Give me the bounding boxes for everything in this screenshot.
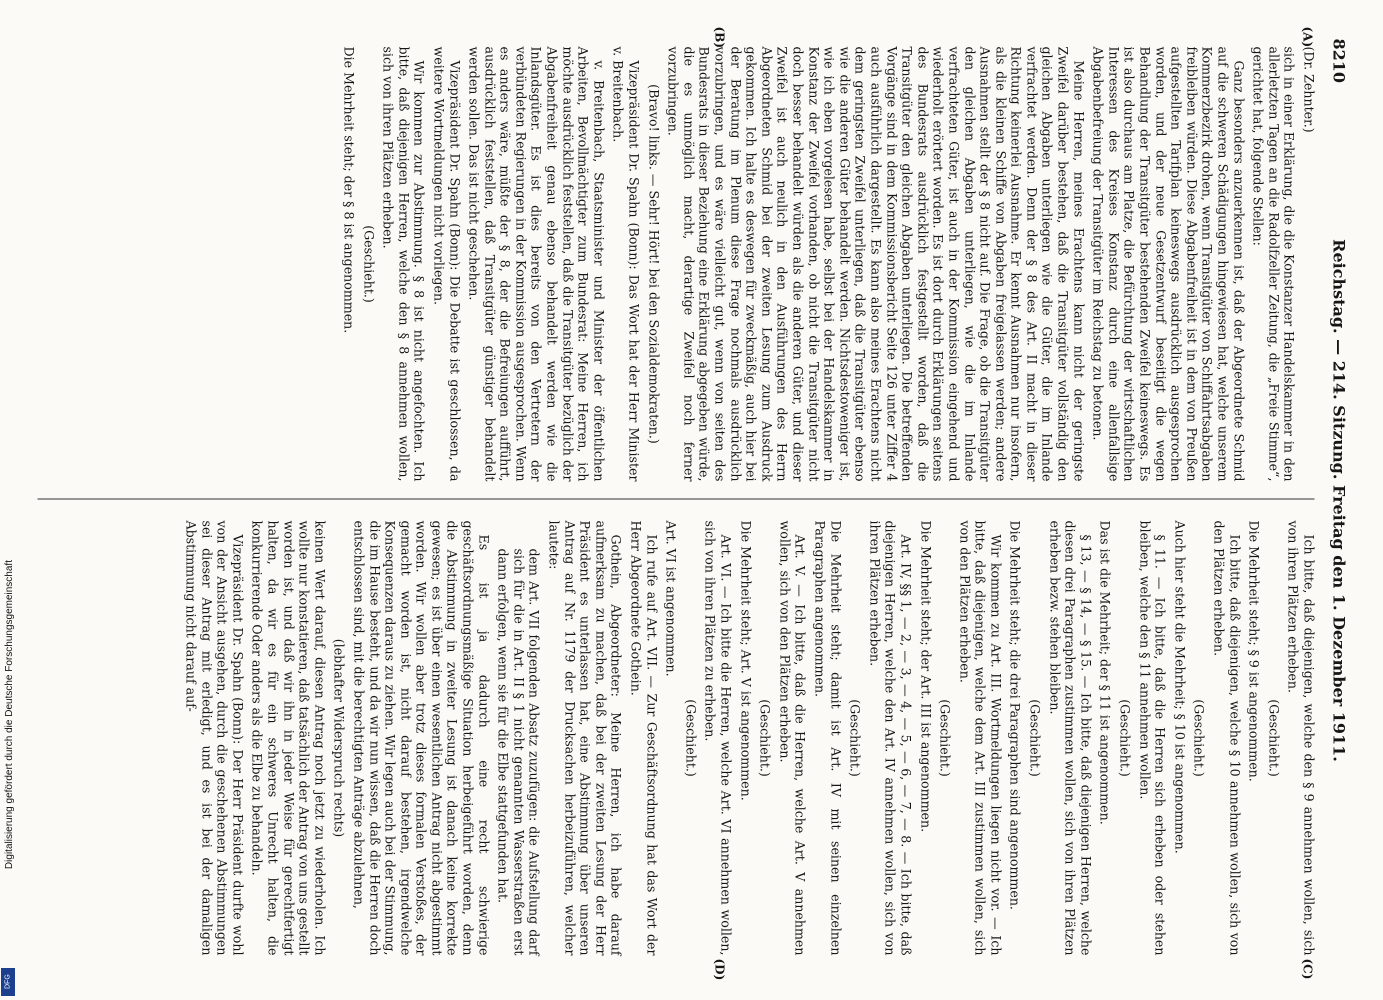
paragraph: (Geschieht.) (757, 699, 773, 777)
paragraph: keinen Wert darauf, diesen Antrag noch jetzt zu wiederholen. Ich wollte nur konstatieren, daß tatsächlich der Antrag von uns gestellt worden ist, und daß wir ihn in jeder Weise für gerechtfertigt halten, da wir es für ein schweres Unrecht halten, die konkurrierende Oder anders als die Elbe zu behandeln. (249, 520, 327, 956)
paragraph: (Geschieht.) (847, 699, 863, 777)
dfg-logo: DFG (1, 968, 15, 996)
paragraph: Ich rufe auf Art. VII. — Zur Geschäftsordnung hat das Wort der Herr Abgeordnete Gothein. (628, 520, 659, 956)
paragraph: § 13, — § 14, — § 15. — Ich bitte, daß diejenigen Herren, welche diesen drei Paragraphen zustimmen wollen, sich von ihren Plätzen erheben bezw. stehen bleiben. (1046, 520, 1093, 956)
paragraph: v. Breitenbach, Staatsminister und Minister der öffentlichen Arbeiten, Bevollmächtigter zum Bundesrat: Meine Herren, ich möchte ausdrücklich feststellen, daß die Transitgüter bezüglich der Abgabenfreiheit genau ebenso behandelt werden wie die Inlandsgüter. Es ist dies bereits von den Vertretern der verbündeten Regierungen in der Kommission ausgesprochen. Wenn es anders wäre, müßte der § 8, der die Befreiungen aufführt, ausdrücklich feststellen, daß Transitgüter günstiger behandelt werden sollen. Das ist nicht geschehen. (466, 46, 606, 482)
paragraph: Art. VI. — Ich bitte die Herren, welche Art. VI annehmen wollen, sich von ihren Plätzen zu erheben. (702, 520, 733, 956)
paragraph: § 11. — Ich bitte, daß die Herren sich erheben oder stehen bleiben, welche den § 11 annehmen wollen. (1136, 520, 1168, 956)
column-divider (37, 499, 1314, 500)
funding-note: Digitalisierung gefördert durch die Deutsche Forschungsgemeinschaft (4, 560, 15, 870)
paragraph: (Geschieht.) (1191, 699, 1207, 777)
right-column (178, 521, 1316, 956)
page-number: 8210 (1329, 38, 1348, 84)
paragraph: Die Mehrheit steht; damit ist Art. IV mit seinen einzelnen Paragraphen angenommen. (811, 520, 843, 956)
paragraph: Art. VI ist angenommen. (663, 520, 679, 677)
paragraph: Die Mehrheit steht; die drei Paragraphen sind angenommen. (1007, 520, 1023, 910)
margin-mark-b: (B) (712, 26, 726, 48)
rotated-document-page (29, 21, 1354, 981)
paragraph: (lebhafter Widerspruch rechts) (331, 638, 347, 838)
paragraph: Art. IV, §§ 1, — 2, — 3, — 4, — 5, — 6, — 7, — 8. — Ich bitte, daß diejenigen Herren, welche den Art. IV annehmen wollen, sich von ihren Plätzen erheben. (866, 520, 913, 956)
paragraph: (Bravo! links. — Sehr! Hört! bei den Sozialdemokraten.) (645, 84, 661, 444)
paragraph: sich in einer Erklärung, die die Konstanzer Handelskammer in den allerletzten Tagen an die Radolfzeller Zeitung, die „Freie Stimme“, gerichtet hat, folgende Stellen: (1250, 46, 1297, 482)
paragraph: Die Mehrheit steht; der § 8 ist angenommen. (340, 46, 356, 334)
paragraph: Die Mehrheit steht; § 9 ist angenommen. (1246, 520, 1262, 782)
paragraph: Ich bitte, daß diejenigen, welche § 10 annehmen wollen, sich von den Plätzen erheben. (1211, 520, 1242, 956)
paragraph: (Geschieht.) (1265, 699, 1281, 777)
paragraph: (Geschieht.) (360, 225, 376, 303)
margin-mark-a: (A) (1300, 26, 1314, 48)
paragraph: Ich bitte, daß diejenigen, welche den § 9 annehmen wollen, sich von ihren Plätzen erheben. (1285, 520, 1316, 956)
paragraph: Wir kommen zur Abstimmung. § 8 ist nicht angefochten. Ich bitte, daß diejenigen Herren, welche den § 8 annehmen wollen, sich von ihren Plätzen erheben. (380, 46, 427, 482)
paragraph: Die Mehrheit steht; der Art. III ist angenommen. (917, 520, 933, 833)
paragraph: Ganz besonders anzuerkennen ist, daß der Abgeordnete Schmid auf die schweren Schädigungen hingewiesen hat, welche unserem Kommerzbezirk drohen, wenn Transitgüter von Schiffahrtsabgaben freibleiben würden. Diese Abgabenfreiheit ist in dem von Preußen aufgestellten Tarifplan keineswegs ausdrücklich ausgesprochen worden, und der neue Gesetzentwurf beseitigt die wegen Behandlung der Transitgüter bestehenden Zweifel keineswegs. Es ist also durchaus am Platze, die Befürchtung der wirtschaftlichen Interessen des Kreises Konstanz durch eine allenfallsige Abgabenbefreiung der Transitgüter im Reichstag zu betonen. (1090, 46, 1246, 482)
paragraph: Die Mehrheit steht; Art. V ist angenommen. (737, 520, 753, 801)
paragraph: (Dr. Zehnter.) (1301, 46, 1316, 133)
paragraph: Vizepräsident Dr. Spahn (Bonn): Die Debatte ist geschlossen, da weitere Wortmeldungen nicht vorliegen. (430, 46, 462, 482)
margin-mark-d: (D) (712, 958, 726, 981)
paragraph: (Geschieht.) (1117, 699, 1133, 777)
paragraph: Wir kommen zu Art. III. Wortmeldungen liegen nicht vor. — Ich bitte, daß diejenigen, welche dem Art. III zustimmen wollen, sich von den Plätzen erheben. (956, 520, 1003, 956)
paragraph: Es ist ja dadurch eine recht schwierige geschäftsordnungsmäßige Situation herbeigeführt worden, denn die Abstimmung in zweiter Lesung ist danach keine korrekte gewesen; es ist über einen wesentlichen Antrag nicht abgestimmt worden. Wir wollen aber trotz dieses formalen Verstoßes, der gemacht worden ist, nicht darauf bestehen, irgendwelche Konsequenzen daraus zu ziehen. Wir legen auch bei der Stimmung, die im Hause besteht, und da wir nun wissen, daß die Herren doch entschlossen sind, mit die berechtigten Anträge abzulehnen, (350, 520, 491, 956)
page-title: Reichstag. — 214. Sitzung. Freitag den 1. Dezember 1911. (1329, 239, 1348, 762)
paragraph: Auch hier steht die Mehrheit; § 10 ist angenommen. (1171, 520, 1187, 854)
page-header (1322, 39, 1348, 963)
margin-mark-c: (C) (1300, 958, 1314, 980)
paragraph: (Geschieht.) (937, 699, 953, 777)
paragraph: Vizepräsident Dr. Spahn (Bonn): Das Wort hat der Herr Minister v. Breitenbach. (610, 46, 642, 482)
paragraph: Art. V. — Ich bitte, daß die Herren, welche Art. V annehmen wollen, sich von den Plätzen erheben. (776, 520, 808, 956)
quoted-motion: dem Art. VII folgenden Absatz zuzufügen: die Aufstellung darf sich für die in Art. II § 1 nicht genannten Wasserstraßen erst dann erfolgen, wenn sie für die Elbe stattgefunden hat. (495, 548, 542, 956)
left-column (336, 47, 1316, 482)
paragraph: Vizepräsident Dr. Spahn (Bonn): Der Herr Präsident durfte wohl von der Ansicht ausgehen, durch die geschehenen Abstimmungen sei dieser Antrag mit erledigt, und es ist bei der damaligen Abstimmung nicht darauf auf- (183, 520, 245, 956)
paragraph: (Geschieht.) (1027, 699, 1043, 777)
paragraph: (Geschieht.) (682, 699, 698, 777)
paragraph: Meine Herren, meines Erachtens kann nicht der geringste Zweifel darüber bestehen, daß die Transitgüter vollständig den gleichen Abgaben unterliegen wie die Güter, die im Inlande verfrachtet werden. Denn der § 8 des Art. II macht in dieser Richtung keinerlei Ausnahme. Er kennt Ausnahmen nur insofern, als die kleinen Schiffe von Abgaben freigelassen werden; andere Ausnahmen stellt der § 8 nicht auf. Die Frage, ob die Transitgüter den gleichen Abgaben unterliegen, wie die im Inlande verfrachteten Güter, ist auch in der Kommission eingehend und wiederholt erörtert worden. Es ist dort durch Erklärungen seitens des Bundesrats ausdrücklich festgestellt worden, daß die Transitgüter den gleichen Abgaben unterliegen. Die betreffenden Vorgänge sind in dem Kommissionsbericht Seite 126 unter Ziffer 4 auch ausführlich dargestellt. Es kann also meines Erachtens nicht dem geringsten Zweifel unterliegen, daß die Transitgüter ebenso wie die anderen Güter behandelt werden. Nichtsdestoweniger ist, wie ich eben vorgelesen habe, selbst bei der Handelskammer in Konstanz der Zweifel vorhanden, ob nicht die Transitgüter nicht doch besser behandelt würden als die anderen Güter, und dieser Zweifel ist auch neulich in den Ausführungen des Herrn Abgeordneten Schmid bei der zweiten Lesung zum Ausdruck gekommen. Ich halte es deswegen für zweckmäßig, auch hier bei der Beratung im Plenum diese Frage nochmals ausdrücklich vorzubringen, und es wäre vielleicht gut, wenn von seiten des Bundesrats in dieser Beziehung eine Erklärung abgegeben würde, die es unmöglich macht, derartige Zweifel noch ferner vorzubringen. (665, 46, 1086, 482)
footer (2, 520, 16, 990)
paragraph: Das ist die Mehrheit; der § 11 ist angenommen. (1097, 520, 1113, 825)
paragraph: Gothein, Abgeordneter: Meine Herren, ich habe darauf aufmerksam zu machen, daß bei der zweiten Lesung der Herr Präsident es unterlassen hat, eine Abstimmung über unseren Antrag auf Nr. 1179 der Drucksachen herbeizuführen, welcher lautete: (546, 520, 624, 956)
